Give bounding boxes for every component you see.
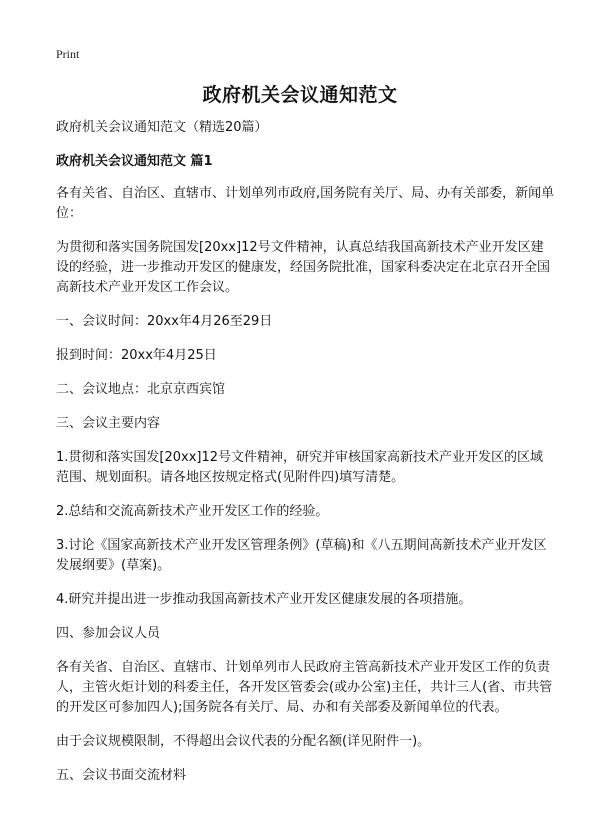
paragraph-item-3: 3.讨论《国家高新技术产业开发区管理条例》(草稿)和《八五期间高新技术产业开发区发展纲要》(草案)。 (56, 538, 547, 573)
paragraph-purpose: 为贯彻和落实国务院国发[20xx]12号文件精神，认真总结我国高新技术产业开发区建设的经验，进一步推动开发区的健康发，经国务院批准，国家科委决定在北京召开全国高新技术产业开发区工作会议。 (56, 240, 551, 295)
document-body (56, 118, 556, 800)
paragraph-recipients: 各有关省、自治区、直辖市、计划单列市政府,国务院有关厅、局、办有关部委，新闻单位： (56, 186, 555, 221)
paragraph-meeting-time: 一、会议时间：20xx年4月26至29日 (56, 314, 273, 329)
paragraph-attendees-heading: 四、参加会议人员 (56, 626, 161, 641)
paragraph-attendees: 各有关省、自治区、直辖市、计划单列市人民政府主管高新技术产业开发区工作的负责人，主管火炬计划的科委主任，各开发区管委会(或办公室)主任，共计三人(省、市共管的开发区可参加四人);国务院各有关厅、局、办和有关部委及新闻单位的代表。 (56, 660, 553, 715)
document-subtitle: 政府机关会议通知范文（精选20篇） (56, 120, 268, 135)
paragraph-item-2: 2.总结和交流高新技术产业开发区工作的经验。 (56, 504, 329, 519)
paragraph-materials-heading: 五、会议书面交流材料 (56, 768, 187, 783)
paragraph-item-1: 1.贯彻和落实国发[20xx]12号文件精神，研究并审核国家高新技术产业开发区的区域范围、规划面积。请各地区按规定格式(见附件四)填写清楚。 (56, 450, 544, 485)
document-title: 政府机关会议通知范文 (202, 84, 398, 106)
paragraph-meeting-location: 二、会议地点：北京京西宾馆 (56, 382, 226, 397)
paragraph-quota: 由于会议规模限制，不得超出会议代表的分配名额(详见附件一)。 (56, 734, 431, 749)
paragraph-item-4: 4.研究并提出进一步推动我国高新技术产业开发区健康发展的各项措施。 (56, 592, 472, 607)
print-link[interactable]: Print (56, 47, 80, 61)
section-heading: 政府机关会议通知范文 篇1 (56, 154, 213, 169)
paragraph-main-content-heading: 三、会议主要内容 (56, 416, 161, 431)
paragraph-registration-time: 报到时间：20xx年4月25日 (56, 348, 217, 363)
